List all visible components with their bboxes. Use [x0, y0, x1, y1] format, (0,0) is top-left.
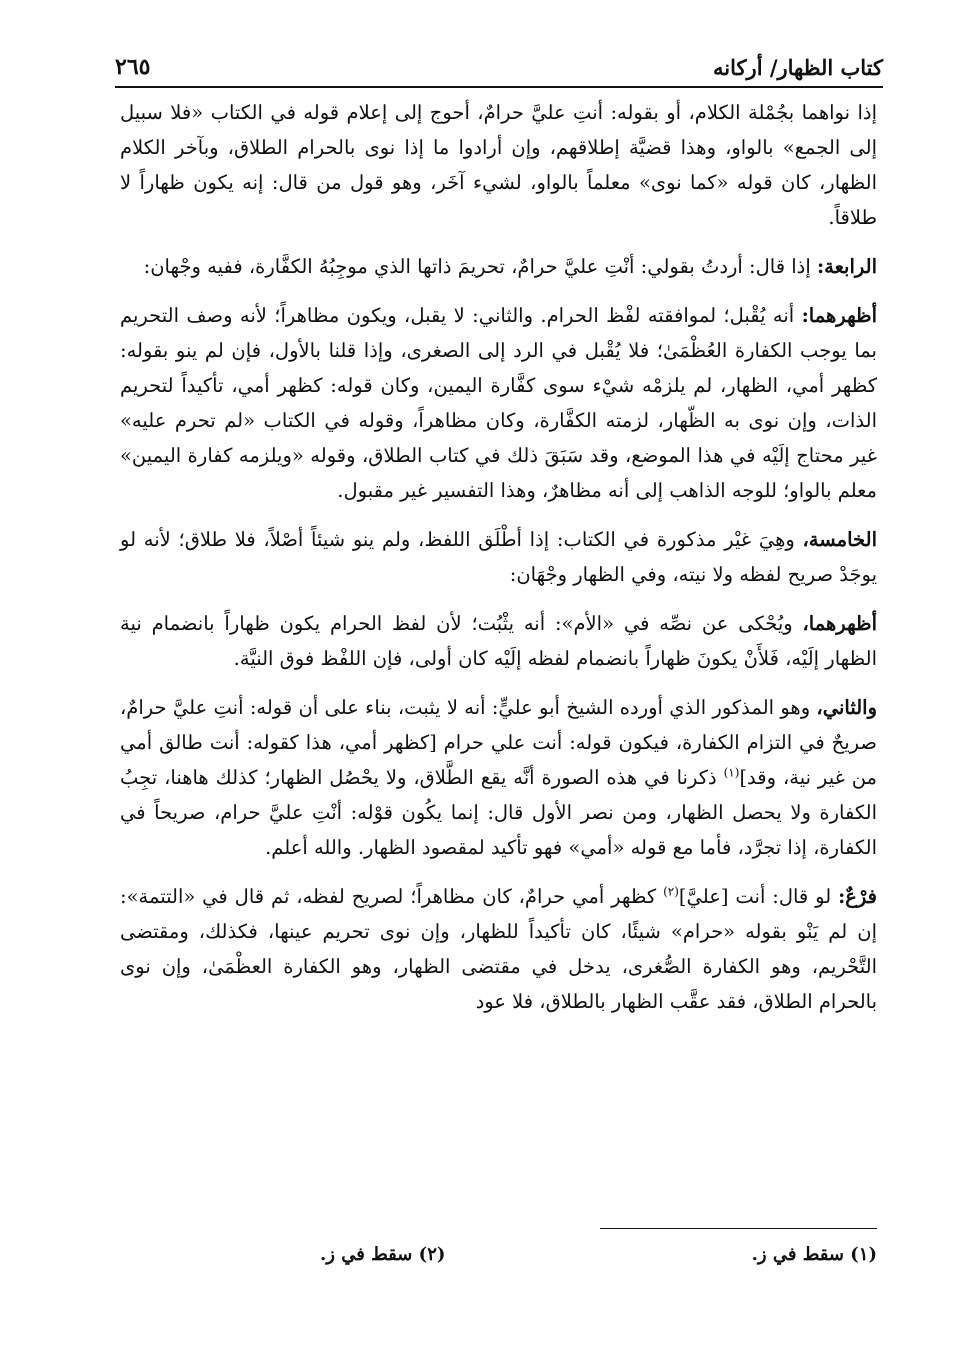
footnote-marker[interactable]: (٢) — [663, 884, 679, 899]
paragraph — [120, 95, 877, 235]
page-header — [115, 38, 883, 88]
paragraph-text: لو قال: أنت [عليَّ] — [678, 885, 839, 908]
paragraph — [120, 879, 877, 1019]
running-title: كتاب الظهار/ أركانه — [713, 55, 883, 80]
main-text — [120, 95, 877, 1033]
paragraph-text: وهِيَ غيْر مذكورة في الكتاب: إذا أطْلَق اللفظ، ولم ينو شيئاً أصْلاً، فلا طلاق؛ لأنه لو يوجَدْ صريح لفظه ولا نيته، وفي الظهار وجْهَان: — [120, 528, 877, 586]
paragraph-lead: أظهرهما: — [801, 304, 877, 327]
paragraph-text: أنه يُقْبل؛ لموافقته لفْظ الحرام. والثاني: لا يقبل، ويكون مظاهراً؛ لأنه وصف التحريم بما يوجب الكفارة العُظْمَىٰ؛ فلا يُقْبل في الرد إلى الصغرى، وإذا قلنا بالأول، فإن لم ينو بقوله: كظهر أمي، الظهار، لم يلزمْه شيْء سوى كفَّارة اليمين، وكان قوله: كظهر أمي، تأكيداً لتحريم الذات، وإن نوى به الظّهار، لزمته الكفَّارة، وكان مظاهراً، وقوله في الكتاب «لم تحرم عليه» غير محتاج إلَيْه في هذا الموضع، وقد سَبَقَ ذلك في كتاب الطلاق، وقوله «ويلزمه كفارة اليمين» معلم بالواو؛ للوجه الذاهب إلى أنه مظاهرٌ، وهذا التفسير غير مقبول. — [120, 304, 877, 502]
footnote-number: (٢) — [418, 1244, 446, 1265]
paragraph-text: إذا قال: أردتُ بقولي: أنْتِ عليَّ حرامٌ، تحريمَ ذاتها الذي موجِبُهُ الكفَّارة، ففيه وجْهان: — [143, 255, 817, 278]
footnote-marker[interactable]: (١) — [723, 765, 740, 780]
page-number: ٢٦٥ — [115, 54, 151, 80]
paragraph-lead: أظهرهما، — [802, 612, 877, 635]
footnote-text: سقط في ز. — [751, 1244, 844, 1265]
paragraph-lead: الخامسة، — [802, 528, 877, 551]
paragraph-text: إذا نواهما بجُمْلة الكلام، أو بقوله: أنتِ عليَّ حرامٌ، أحوج إلى إعلام قوله في الكتاب «فلا سبيل إلى الجمع» بالواو، وهذا قضيَّة إطلاقهم، وإن أرادوا ما إذا نوى بالحرام الطلاق، وبآخر الكلام الظهار، كان قوله «كما نوى» معلماً بالواو، لشيء آخَر، وهو قول من قال: إنه يكون ظهاراً لا طلاقاً. — [120, 101, 877, 229]
paragraph-lead: الرابعة: — [816, 255, 877, 278]
paragraph — [120, 249, 877, 284]
paragraph — [120, 298, 877, 508]
footnotes — [320, 1244, 877, 1265]
paragraph-lead: فرْعٌ: — [838, 885, 877, 908]
paragraph — [120, 690, 877, 865]
paragraph — [120, 522, 877, 592]
footnote-divider — [600, 1228, 877, 1229]
footnote-number: (١) — [850, 1244, 877, 1265]
footnote — [320, 1244, 445, 1265]
paragraph — [120, 606, 877, 676]
paragraph-text-continued: كظهر أمي حرامٌ، كان مظاهراً؛ لصريح لفظه، ثم قال في «التتمة»: إن لم يَنْو بقوله «حرام» شيئًا، كان تأكيداً للظهار، وإن نوى تحريم عينها، فكذلك، ومقتضى التَّحْريم، وهو الكفارة الصُّغرى، يدخل في مقتضى الظهار، وهو الكفارة العظْمَىٰ، وإن نوى بالحرام الطلاق، فقد عقَّب الظهار بالطلاق، فلا عود — [120, 885, 877, 1013]
paragraph-text: وهو المذكور الذي أورده الشيخ أبو عليٍّ: أنه لا يثبت، بناء على أن قوله: أنتِ عليَّ حرامٌ، صريحٌ في التزام الكفارة، فيكون قوله: أنت علي حرام [كظهر أمي، هذا كقوله: أنت طالق أمي من غير نية، وقد] — [120, 696, 877, 789]
paragraph-lead: والثاني، — [816, 696, 877, 719]
footnote — [752, 1244, 877, 1265]
footnote-text: سقط في ز. — [320, 1244, 413, 1265]
paragraph-text: ويُحْكى عن نصِّه في «الأم»: أنه يثْبُت؛ لأن لفظ الحرام يكون ظهاراً بانضمام نية الظهار إلَيْه، فَلأَنْ يكونَ ظهاراً بانضمام لفظه إلَيْه كان أولى، فإن اللفْظ فوق النيَّة. — [120, 612, 877, 670]
paragraph-text-continued: ذكرنا في هذه الصورة أنَّه يقع الطَّلاق، ولا يحْصُل الظهار؛ كذلك هاهنا، تجِبُ الكفارة ولا يحصل الظهار، ومن نصر الأول قال: إنما يكُون قوْله: أنْتِ عليَّ حرام، صريحاً في الكفارة، إذا تجرَّد، فأما مع قوله «أمي» فهو تأكيد لمقصود الظهار. والله أعلم. — [120, 766, 877, 859]
